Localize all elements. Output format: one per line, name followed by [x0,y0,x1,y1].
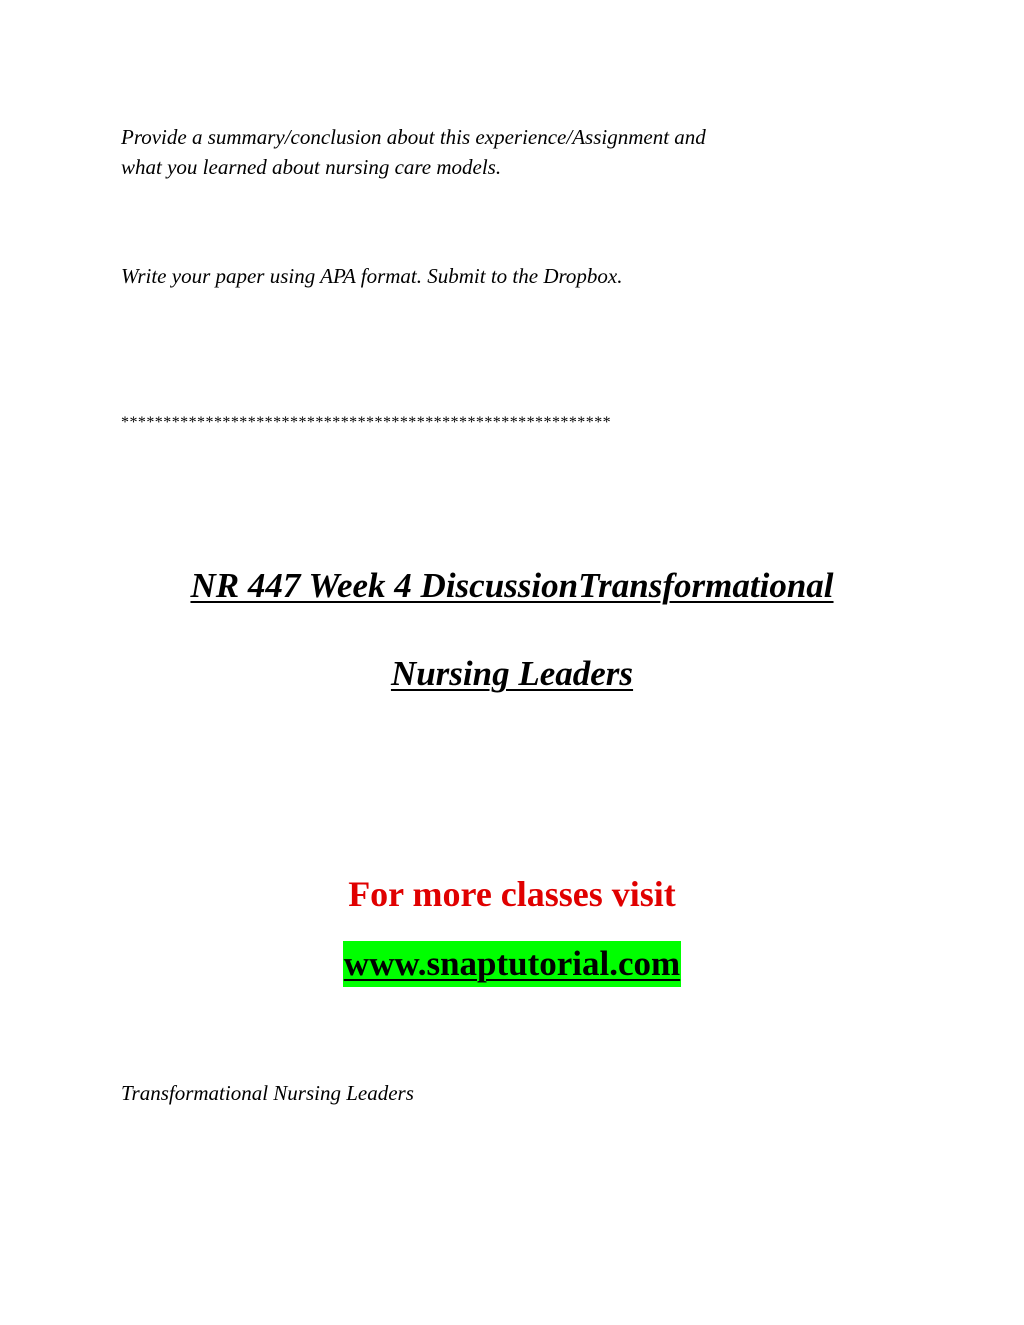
promo-text: For more classes visit [348,874,676,914]
promo-link-container [0,941,1024,987]
heading-line-1 [0,566,1024,606]
heading-line-2 [0,654,1024,694]
heading-text-2: Nursing Leaders [390,654,634,693]
intro-line-1: Provide a summary/conclusion about this experience/Assignment and [121,125,706,149]
asterisk-separator: ********************************************************** [121,414,612,431]
heading-text-1: NR 447 Week 4 DiscussionTransformational [190,566,834,605]
topic-paragraph: Transformational Nursing Leaders [121,1081,414,1105]
intro-paragraph [121,122,706,182]
intro-line-2: what you learned about nursing care models. [121,155,502,179]
instructions-paragraph: Write your paper using APA format. Submit to the Dropbox. [121,264,623,288]
snaptutorial-link[interactable]: www.snaptutorial.com [343,941,681,987]
